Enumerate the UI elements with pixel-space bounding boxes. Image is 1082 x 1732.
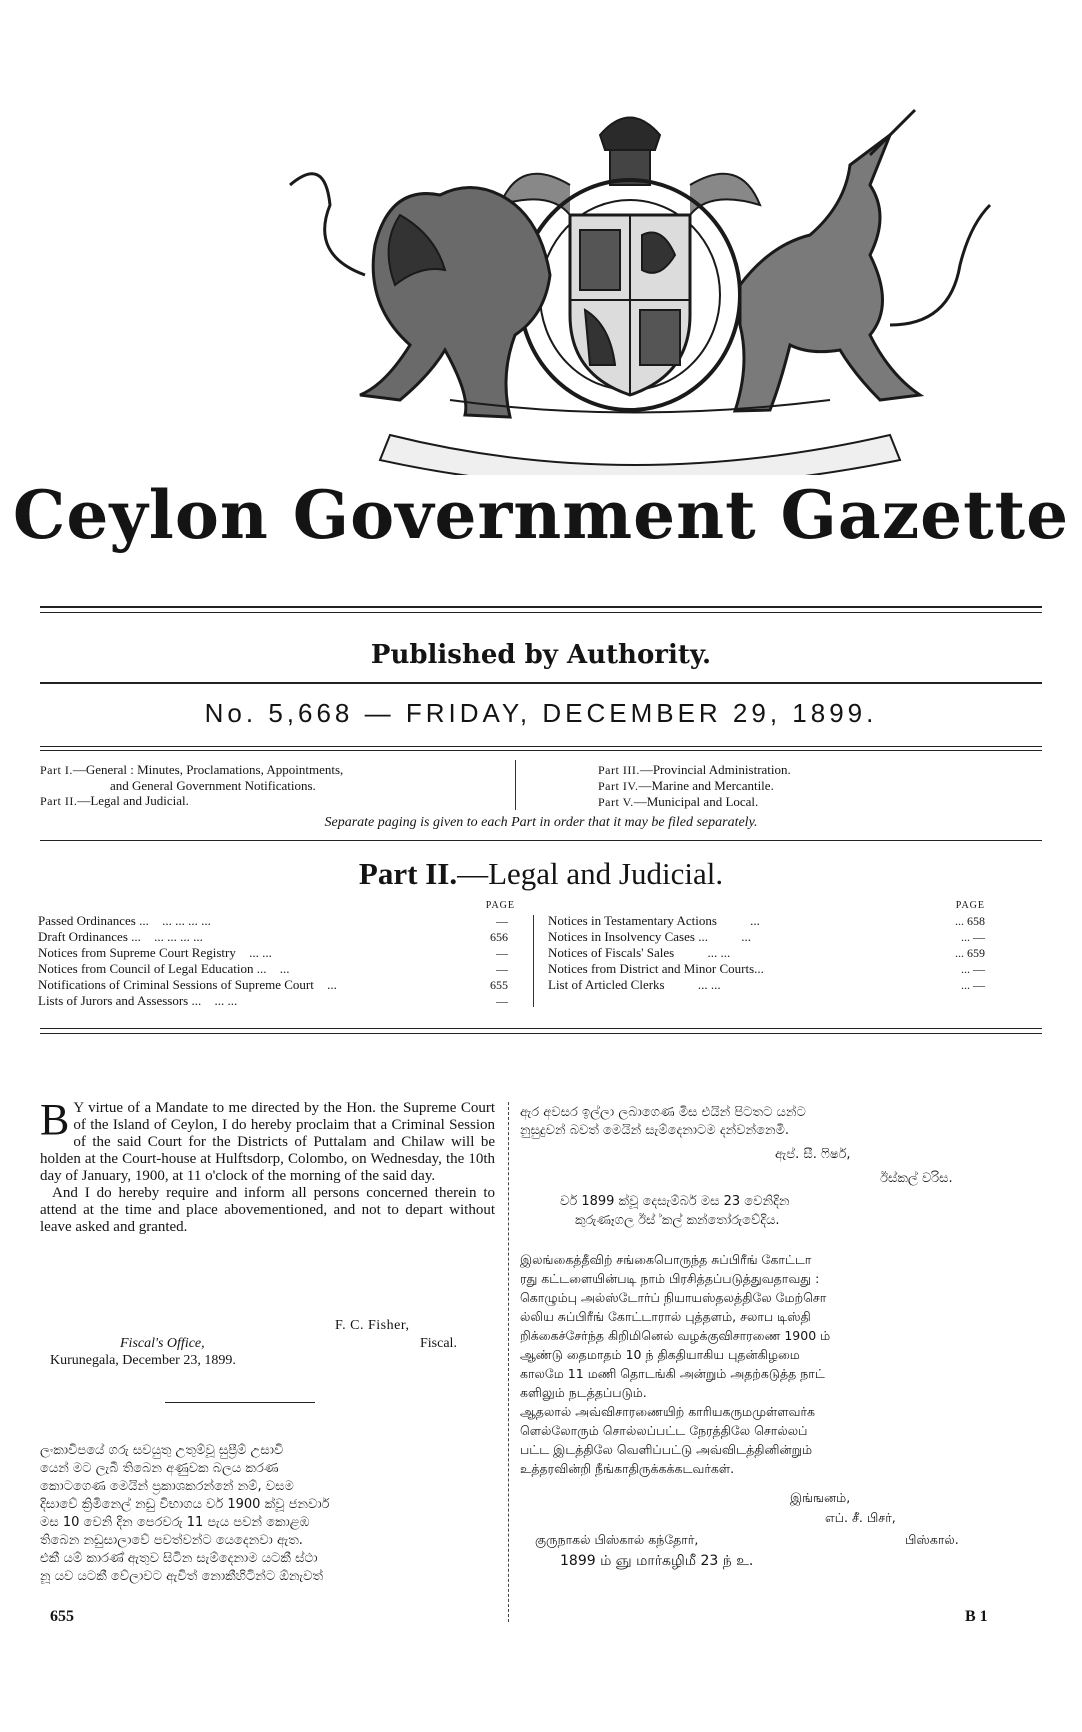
part-entry: Part V.—Municipal and Local. xyxy=(598,794,759,809)
contents-row: Passed Ordinances ... ... ... ... ... xyxy=(38,913,211,928)
notice-line: களிலும் நடத்தப்படும். xyxy=(520,1385,647,1400)
column-divider xyxy=(508,1102,509,1622)
part-entry: Part IV.—Marine and Mercantile. xyxy=(598,778,774,793)
notice-line: ஆதலால் அவ்விசாரணையிற் காரியகருமமுள்ளவர்க xyxy=(520,1404,816,1419)
divider xyxy=(165,1402,315,1403)
criminal-session-notice-sinhala-continued xyxy=(520,1104,1040,1140)
royal-coat-of-arms xyxy=(270,95,1010,475)
notice-line: கொழும்பு அல்ஸ்டோர்ப் நியாயஸ்தலத்திலே மேற்சொ xyxy=(520,1290,827,1305)
part-entry: Part III.—Provincial Administration. xyxy=(598,762,791,777)
divider xyxy=(40,750,1042,751)
contents-page: ... — xyxy=(961,978,985,992)
criminal-session-notice-tamil xyxy=(520,1250,1040,1478)
notice-line: ඇර අවසර ඉල්ලා ලබාගෙණ මිස එයින් පිටතට යන්ට xyxy=(520,1105,806,1120)
divider xyxy=(40,840,1042,841)
office-name: குருநாகல் பிஸ்கால் கந்தோர், xyxy=(535,1532,699,1547)
parts-list-right xyxy=(598,762,1038,810)
contents-page: 655 xyxy=(490,978,508,992)
authority-line: Published by Authority. xyxy=(370,640,712,670)
column-divider xyxy=(515,760,516,810)
contents-page: ... — xyxy=(961,962,985,976)
contents-row: Notices from Supreme Court Registry ... ... xyxy=(38,945,272,960)
contents-page: ... 658 xyxy=(955,914,985,928)
contents-page: ... 659 xyxy=(955,946,985,960)
contents-row: Notifications of Criminal Sessions of Supreme Court ... xyxy=(38,977,337,992)
signer-name: F. C. Fisher, xyxy=(335,1318,410,1333)
page-column-header: PAGE xyxy=(485,900,515,911)
criminal-session-notice-sinhala xyxy=(40,1442,500,1586)
contents-page: — xyxy=(496,962,508,976)
contents-row: Lists of Jurors and Assessors ... ... ... xyxy=(38,993,238,1008)
notice-line: பட்ட இடத்திலே வெளிப்பட்டு அவ்விடத்தினின்றும் xyxy=(520,1442,813,1457)
contents-page: — xyxy=(496,994,508,1008)
sheet-signature: B 1 xyxy=(965,1608,988,1625)
contents-row: Notices from Council of Legal Education ... ... xyxy=(38,961,290,976)
parts-list-left xyxy=(40,762,510,809)
notice-line: காலமே 11 மணி தொடங்கி அன்றும் அதற்கடுத்த நாட் xyxy=(520,1366,825,1381)
part-heading: Part II.—Legal and Judicial. xyxy=(358,856,724,891)
signer-title: ඊස්කල් වරිස. xyxy=(880,1171,953,1186)
signer-title: Fiscal. xyxy=(420,1336,457,1351)
page-column-header: PAGE xyxy=(955,900,985,911)
notice-line: ல்லிய சுப்பிரீங் கோட்டாரால் புத்தளம், சலாப டிஸ்தி xyxy=(520,1309,811,1324)
signer-name: எப். சீ. பிசர், xyxy=(825,1510,896,1525)
notice-line: இலங்கைத்தீவிற் சங்கைபொருந்த சுப்பிரீங் கோட்டா xyxy=(520,1252,812,1267)
page-number: 655 xyxy=(50,1608,74,1625)
notice-paragraph: B Y virtue of a Mandate to me directed by the Hon. the Supreme Court of the Island of Ceylon, I do hereby proclaim that a Criminal Session of the said Court for the Districts of Puttalam and Chilaw will be holden at the Court-house at Hulftsdorp, Colombo, on Wednesday, the 10th day of January, 1900, at 11 o'clock of the morning of the said day. xyxy=(40,1095,495,1184)
notice-line: ලංකාවිපයේ ගරු සවයුතු උතුම්වූ සුප්‍රීම් උසාවි xyxy=(40,1443,284,1458)
notice-line: றிக்கைச்சேர்ந்த கிறிமினெல் வழக்குவிசாரணை 1900 ம் xyxy=(520,1328,831,1343)
gazette-title: Ceylon Government Gazette xyxy=(12,476,1070,554)
royal-coat-of-arms-icon xyxy=(270,95,1010,475)
notice-line: එකී යම් කාරණ් ඇතුව සිටින සැම්දෙනාම යටකී ස්ථා xyxy=(40,1551,318,1566)
part-entry: and General Government Notifications. xyxy=(110,778,316,793)
notice-paragraph: And I do hereby require and inform all persons concerned therein to attend at the time and place abovementioned, and not to depart without leave asked and granted. xyxy=(40,1185,495,1235)
contents-row: Notices of Fiscals' Sales ... ... xyxy=(548,945,731,960)
divider xyxy=(40,606,1042,608)
contents-row: Draft Ordinances ... ... ... ... ... xyxy=(38,929,203,944)
notice-line: ஆண்டு தைமாதம் 10 ந் திகதியாகிய புதன்கிழமை xyxy=(520,1347,800,1362)
part-entry: Part I.—General : Minutes, Proclamations, Appointments, xyxy=(40,762,344,777)
place-date: Kurunegala, December 23, 1899. xyxy=(50,1353,236,1368)
contents-row: Notices from District and Minor Courts... xyxy=(548,961,764,976)
closing: இங்ஙனம், xyxy=(790,1490,851,1505)
criminal-session-notice-english xyxy=(40,1095,495,1236)
contents-page: ... — xyxy=(961,930,985,944)
divider xyxy=(40,612,1042,613)
signer-name: ඇප්. සී. ෆිෂර්, xyxy=(775,1147,851,1162)
part-entry: Part II.—Legal and Judicial. xyxy=(40,793,189,808)
office-name: Fiscal's Office, xyxy=(120,1336,205,1351)
signer-title: பிஸ்கால். xyxy=(905,1532,959,1547)
notice-line: ரது கட்டளையின்படி நாம் பிரசித்தப்படுத்துவதாவது : xyxy=(520,1271,820,1286)
notice-line: තිබෙන නඩුසාලාවේ පවත්වන්ට යෙදෙනවා ඇත. xyxy=(40,1533,303,1548)
issue-line: No. 5,668 — FRIDAY, DECEMBER 29, 1899. xyxy=(204,698,878,728)
column-divider xyxy=(533,915,534,1007)
contents-page: — xyxy=(496,914,508,928)
notice-line: දිසාවේ ක්‍රිමිනෙල් නඩු විභාගය වර් 1900 ක්වූ ජනවාර් xyxy=(40,1497,330,1512)
notice-line: යෙන් මට ලැබී තිබෙන අණුවක බලය කරණ xyxy=(40,1461,279,1476)
notice-line: කොටගෙණ මෙයින් ප්‍රකාශකරන්නේ නම්, වසම xyxy=(40,1479,294,1494)
paging-note: Separate paging is given to each Part in order that it may be filed separately. xyxy=(324,815,758,830)
notice-line: ளெல்லோரும் சொல்லப்பட்ட நேரத்திலே சொல்லப் xyxy=(520,1423,808,1438)
notice-line: නූ යව යටකී වේලාවට ඇවිත් නොකීහිටින්ට ඕනැවත් xyxy=(40,1569,324,1584)
contents-page: — xyxy=(496,946,508,960)
date-line: 1899 ம் ஞு மார்கழிமீ 23 ந் உ. xyxy=(560,1553,754,1569)
contents-row: List of Articled Clerks ... ... xyxy=(548,977,721,992)
notice-line: මස 10 වෙනි දින පෙරවරු 11 පැය පවන් කොළඹ xyxy=(40,1515,310,1530)
divider xyxy=(40,1033,1042,1034)
drop-cap: B xyxy=(40,1095,70,1144)
notice-line: නුසුදුවන් බවත් මෙයින් සැම්දෙනාටම දන්වන්නෙමි. xyxy=(520,1123,790,1138)
divider xyxy=(40,1028,1042,1029)
divider xyxy=(40,746,1042,747)
place-line: කුරුණෑගල ඊස් ්කල් කන්තෝරුවේදිය. xyxy=(575,1213,780,1228)
contents-row: Notices in Insolvency Cases ... ... xyxy=(548,929,751,944)
contents-row: Notices in Testamentary Actions ... xyxy=(548,913,760,928)
date-line: වර් 1899 ක්වූ දෙසැම්බර් මස 23 වෙනිදින xyxy=(560,1194,790,1209)
contents-page: 656 xyxy=(490,930,508,944)
divider xyxy=(40,682,1042,684)
notice-line: உத்தரவின்றி நீங்காதிருக்கக்கடவர்கள். xyxy=(520,1461,735,1476)
